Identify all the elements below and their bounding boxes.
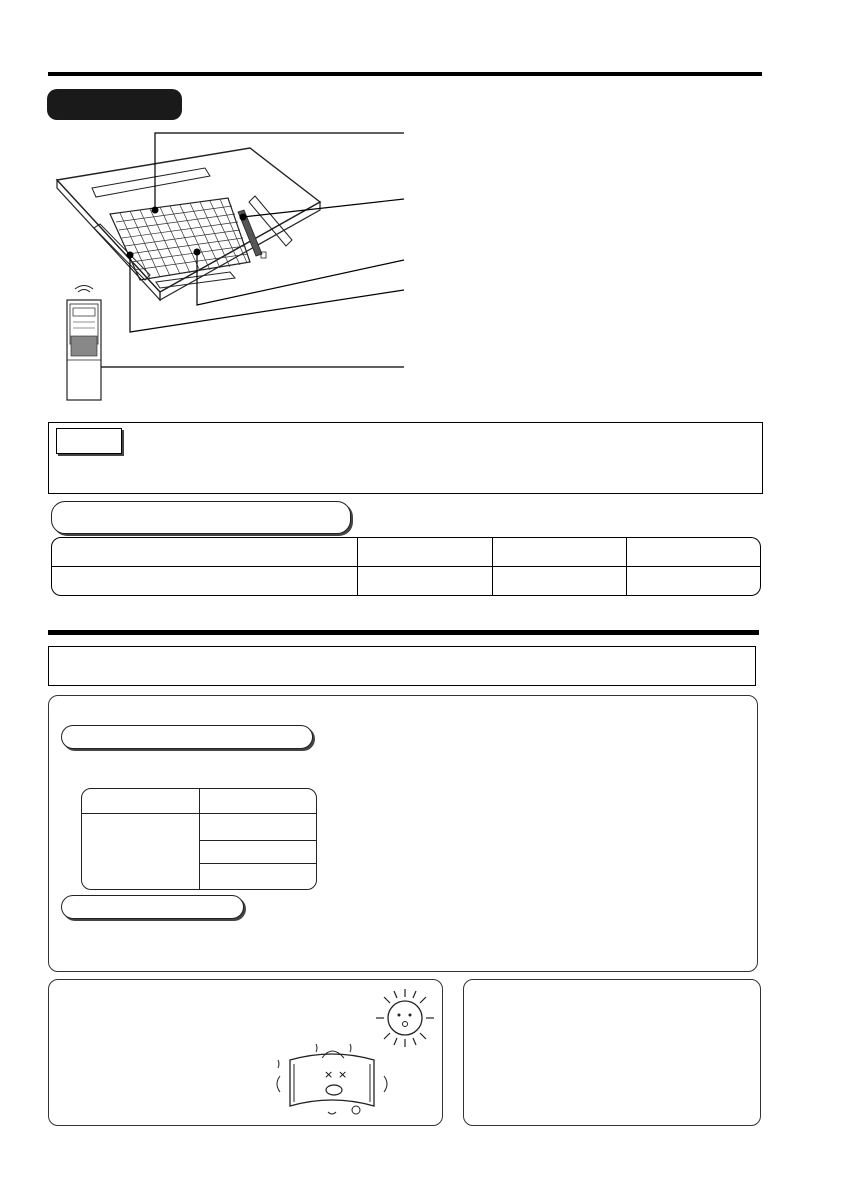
table-cell — [493, 537, 628, 567]
spec-table — [51, 537, 761, 596]
table-cell — [627, 537, 761, 567]
table-row — [51, 537, 761, 567]
spec-title-text — [52, 502, 350, 516]
ceiling-cassette-unit-icon — [0, 0, 843, 420]
table-cell — [51, 567, 358, 596]
svg-text:×: × — [324, 1068, 334, 1081]
note-box — [48, 422, 763, 494]
small-table-divider-h1 — [82, 813, 316, 814]
sub-pill-2 — [61, 895, 244, 919]
right-panel — [463, 979, 761, 1126]
small-table-divider-h2 — [200, 840, 316, 841]
small-table — [81, 788, 317, 890]
banner-text — [49, 647, 755, 669]
table-row — [51, 567, 761, 596]
table-cell — [358, 567, 493, 596]
table-cell — [627, 567, 761, 596]
bottom-rule — [48, 630, 759, 635]
note-tag — [56, 428, 122, 454]
sub-pill-2-text — [62, 896, 243, 904]
spec-title-pill — [51, 501, 351, 534]
table-cell — [493, 567, 628, 596]
small-table-divider-v — [199, 789, 200, 889]
remote-controller-icon — [62, 284, 112, 404]
note-tag-text — [57, 429, 121, 439]
sub-pill-1 — [61, 725, 313, 749]
svg-text:×: × — [338, 1068, 348, 1081]
table-cell — [51, 537, 358, 567]
banner-box — [48, 646, 756, 686]
table-cell — [358, 537, 493, 567]
sub-pill-1-text — [62, 726, 312, 734]
sweating-unit-cartoon-icon — [272, 1040, 402, 1120]
small-table-divider-h3 — [200, 863, 316, 864]
